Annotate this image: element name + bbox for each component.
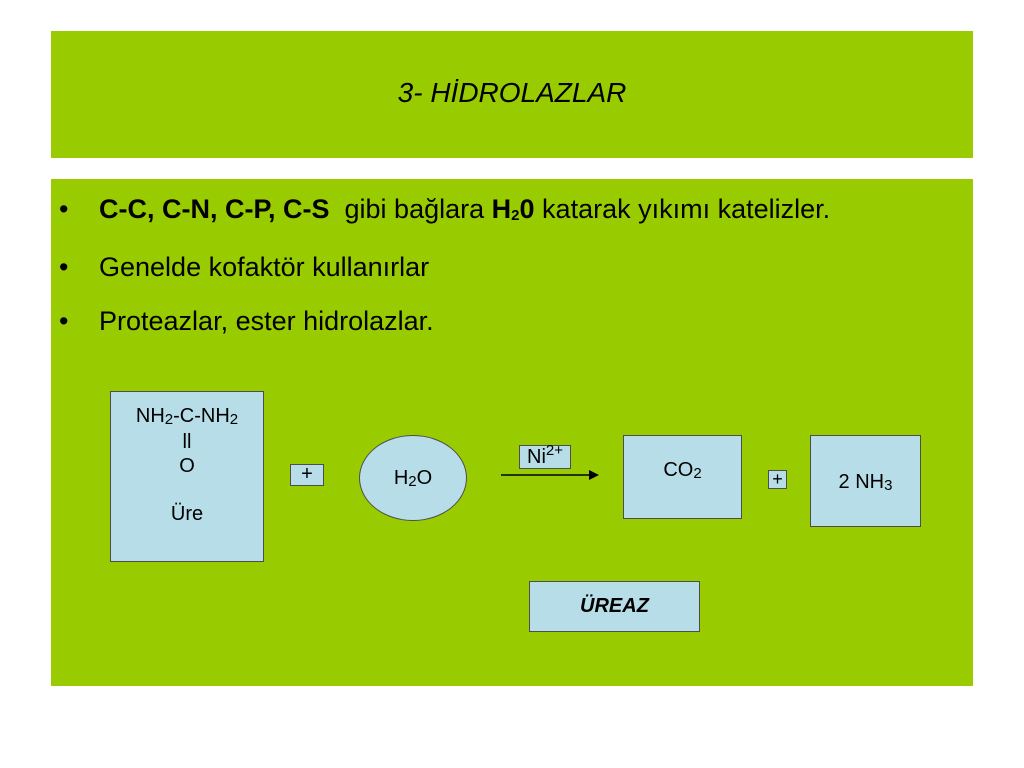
water-ellipse: H2O — [359, 435, 467, 521]
slide-title: 3- HİDROLAZLAR — [397, 77, 627, 108]
title-panel — [51, 31, 973, 158]
co2-box: CO2 — [623, 435, 742, 519]
reaction-arrow-icon — [501, 468, 601, 482]
bullet-dot: • — [59, 306, 69, 336]
nh3-box: 2 NH3 — [810, 435, 921, 527]
bullet-text: katarak yıkımı katelizler. — [542, 194, 831, 224]
plus-sign: + — [290, 464, 324, 486]
urea-box — [110, 391, 264, 562]
bullet-text: Proteazlar, ester hidrolazlar. — [99, 306, 434, 336]
urea-formula-line1: NH2-C-NH2 — [135, 405, 239, 428]
enzyme-label: ÜREAZ — [529, 581, 700, 632]
bullet-text: Genelde kofaktör kullanırlar — [99, 252, 430, 282]
urea-name: Üre — [170, 503, 204, 525]
bullet-dot: • — [59, 252, 69, 282]
bullet-item — [51, 303, 931, 340]
bond-types: C-C, C-N, C-P, C-S — [99, 194, 330, 224]
content-panel — [51, 179, 973, 686]
bullet-dot: • — [59, 194, 69, 224]
bullet-item — [51, 191, 931, 232]
bullet-item — [51, 249, 931, 286]
plus-sign: + — [768, 470, 787, 489]
bullet-text: gibi bağlara — [344, 194, 485, 224]
urea-oxygen: O — [179, 455, 195, 477]
bullet-list — [51, 191, 931, 357]
water-formula: H20 — [491, 194, 535, 224]
catalyst-label: $Ni^{2+}$ — [519, 445, 571, 469]
urea-double-bond: ll — [182, 431, 192, 453]
